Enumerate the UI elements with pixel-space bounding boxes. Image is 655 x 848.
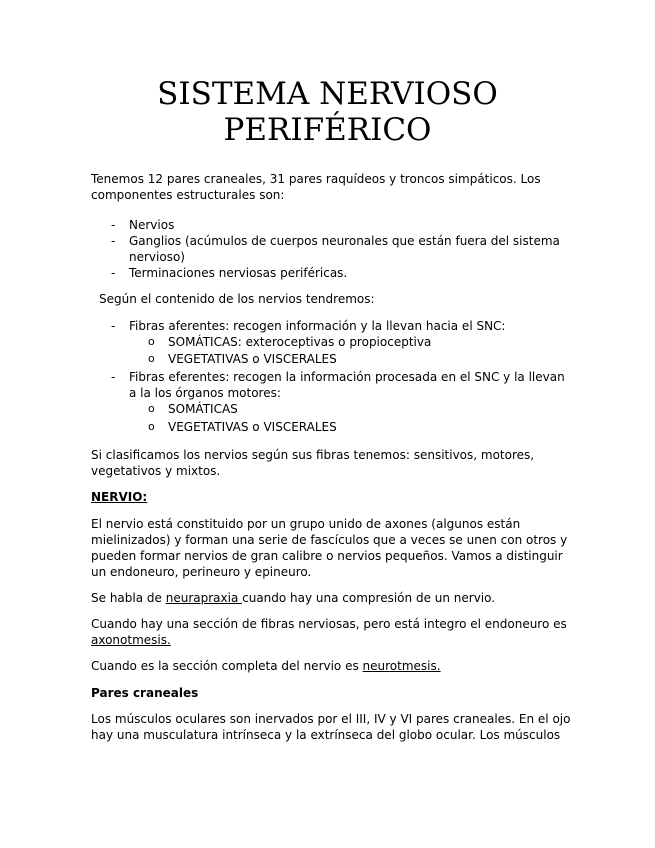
paragraph-line: pueden formar nervios de gran calibre o nervios pequeños. Vamos a distinguir bbox=[91, 549, 563, 563]
list-item-line: Ganglios (acúmulos de cuerpos neuronales que están fuera del sistema bbox=[129, 234, 560, 248]
sub-item-label: VEGETATIVAS o VISCERALES bbox=[168, 352, 337, 366]
list-item-line: nervioso) bbox=[129, 250, 185, 264]
paragraph-text: Se habla de bbox=[91, 591, 166, 605]
axonotmesis-term: axonotmesis. bbox=[91, 633, 171, 647]
neurapraxia-term: neurapraxia bbox=[165, 591, 243, 605]
title-line-1: SISTEMA NERVIOSO bbox=[157, 76, 498, 112]
clasificacion-paragraph bbox=[91, 447, 571, 479]
nervio-heading: NERVIO: bbox=[91, 490, 148, 504]
pares-craneales-heading: Pares craneales bbox=[91, 686, 199, 700]
list-item-line: a la los órganos motores: bbox=[129, 386, 281, 400]
paragraph-line: un endoneuro, perineuro y epineuro. bbox=[91, 565, 312, 579]
dash-marker: - bbox=[111, 218, 116, 232]
paragraph-line: Los músculos oculares son inervados por el III, IV y VI pares craneales. En el ojo bbox=[91, 712, 571, 726]
title-line-2: PERIFÉRICO bbox=[223, 112, 432, 148]
sub-item-label: SOMÁTICAS: exteroceptivas o propioceptiva bbox=[168, 335, 432, 349]
circle-bullet-icon: o bbox=[148, 335, 155, 348]
list-item-label: Terminaciones nerviosas periféricas. bbox=[129, 266, 348, 280]
paragraph-text: Cuando es la sección completa del nervio es bbox=[91, 659, 363, 673]
list-item-label: Nervios bbox=[129, 218, 175, 232]
pares-craneales-paragraph bbox=[91, 711, 571, 743]
intro-paragraph bbox=[91, 171, 571, 203]
paragraph-line: Cuando hay una sección de fibras nerviosas, pero está integro el endoneuro es bbox=[91, 617, 567, 631]
neurotmesis-term: neurotmesis. bbox=[362, 659, 441, 673]
list-item-label bbox=[129, 369, 569, 401]
dash-marker: - bbox=[111, 266, 116, 280]
nervio-paragraph bbox=[91, 516, 571, 580]
paragraph-text: cuando hay una compresión de un nervio. bbox=[242, 591, 496, 605]
neurotmesis-paragraph bbox=[91, 658, 571, 674]
neurapraxia-paragraph bbox=[91, 590, 571, 606]
list-item-label bbox=[129, 233, 569, 265]
segun-paragraph: Según el contenido de los nervios tendremos: bbox=[99, 292, 375, 306]
document-title bbox=[0, 76, 655, 148]
paragraph-line: mielinizados) y forman una serie de fascículos que a veces se unen con otros y bbox=[91, 533, 568, 547]
dash-marker: - bbox=[111, 370, 116, 384]
circle-bullet-icon: o bbox=[148, 352, 155, 365]
intro-line: Tenemos 12 pares craneales, 31 pares raquídeos y troncos simpáticos. Los bbox=[91, 172, 541, 186]
paragraph-line: vegetativos y mixtos. bbox=[91, 464, 221, 478]
intro-line: componentes estructurales son: bbox=[91, 188, 285, 202]
list-item-label: Fibras aferentes: recogen información y la llevan hacia el SNC: bbox=[129, 319, 506, 333]
dash-marker: - bbox=[111, 319, 116, 333]
sub-item-label: VEGETATIVAS o VISCERALES bbox=[168, 420, 337, 434]
circle-bullet-icon: o bbox=[148, 402, 155, 415]
paragraph-line: hay una musculatura intrínseca y la extrínseca del globo ocular. Los músculos bbox=[91, 728, 561, 742]
sub-item-label: SOMÁTICAS bbox=[168, 402, 238, 416]
paragraph-line: El nervio está constituido por un grupo unido de axones (algunos están bbox=[91, 517, 521, 531]
paragraph-line: Si clasificamos los nervios según sus fibras tenemos: sensitivos, motores, bbox=[91, 448, 535, 462]
list-item-line: Fibras eferentes: recogen la información procesada en el SNC y la llevan bbox=[129, 370, 565, 384]
dash-marker: - bbox=[111, 234, 116, 248]
axonotmesis-paragraph bbox=[91, 616, 571, 648]
circle-bullet-icon: o bbox=[148, 420, 155, 433]
